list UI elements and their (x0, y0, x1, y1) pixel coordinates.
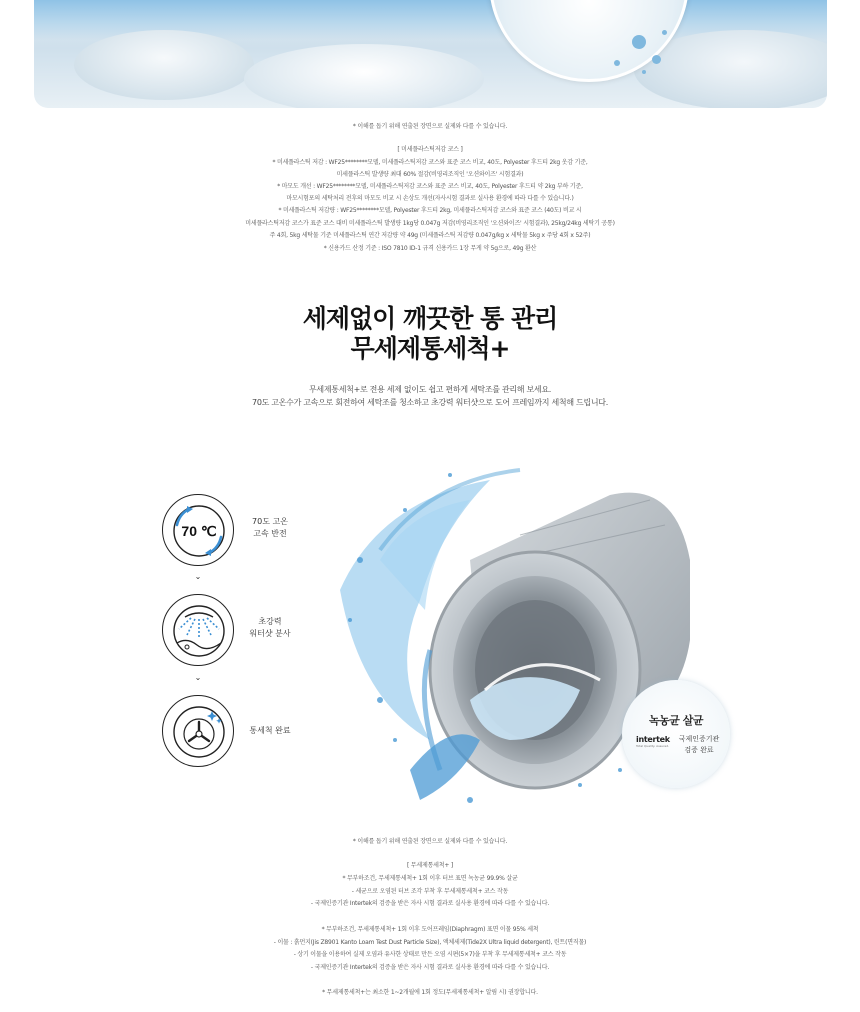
top-note-line: * 신용카드 산정 기준 : ISO 7810 ID-1 규격 신용카드 1장 무게 약 5g으로, 49g 환산 (323, 245, 537, 252)
thermometer-70c-icon (163, 495, 235, 567)
step-3-label-line1: 통세척 완료 (249, 726, 291, 735)
step-1-label-line1: 70도 고온 (252, 517, 288, 526)
badge-sub-line1: 국제인증기관 (678, 735, 720, 743)
top-disclaimer: * 이해를 돕기 위해 연출된 장면으로 실제와 다를 수 있습니다. (352, 123, 508, 130)
top-note-line: [ 미세플라스틱저감 코스 ] (397, 146, 463, 153)
step-1-label-line2: 고속 반전 (253, 529, 287, 538)
bottom-note-line: - 국제인증기관 Intertek의 검증을 받은 자사 시험 결과로 실사용 환경에 따라 다를 수 있습니다. (310, 900, 550, 907)
badge-subtitle (674, 734, 724, 756)
top-note-line: 미세플라스틱 발생량 최대 60% 절감(비영리조직인 '오션와이즈' 시험결과) (336, 171, 524, 178)
top-note-line: 주 4회, 5kg 세탁물 기준 미세플라스틱 연간 저감량 약 49g (미세플라스틱 저감량 0.047g/kg x 세탁물 5kg x 주당 4회 x 52주) (269, 232, 591, 239)
top-note-line: * 미세플라스틱 저감량 : WF25********모델, Polyester 후드티 2kg, 미세플라스틱저감 코스와 표준 코스 (40도) 비교 시 (278, 207, 582, 214)
bottom-note-line: [ 무세제통세척+ ] (406, 862, 454, 869)
step-2-circle (162, 594, 234, 666)
bottom-note-line: - 세균으로 오염된 터브 조각 부착 후 무세제통세척+ 코스 작동 (351, 888, 509, 895)
top-note-line: 미세플라스틱저감 코스가 표준 코스 대비 미세플라스틱 발생량 1kg당 0.047g 저감(비영리조직인 '오션와이즈' 시험결과), 25kg/24kg 세탁기 공통) (245, 220, 615, 227)
top-note-line: 마모시험포의 세탁처리 전후의 마모도 비교 시 손상도 개선(자사시험 결과로 실사용 환경에 따라 다를 수 있습니다.) (286, 195, 574, 202)
step-2-label (242, 616, 298, 640)
badge-sub-line2: 검증 완료 (684, 746, 714, 754)
step-1-label (242, 516, 298, 540)
bottom-note-line: * 무부하조건, 무세제통세척+ 1회 이후 터브 표면 녹농균 99.9% 살균 (342, 875, 518, 882)
description-line: 무세제통세척+로 전용 세제 없이도 쉽고 편하게 세탁조를 관리해 보세요. (309, 385, 551, 394)
badge-title: 녹농균 살균 (649, 714, 703, 727)
step-2-label-line2: 워터샷 분사 (249, 629, 291, 638)
page-subtitle: 무세제통세척+ (350, 334, 510, 363)
step-3-circle (162, 695, 234, 767)
top-note-line: * 미세플라스틱 저감 : WF25********모델, 미세플라스틱저감 코스와 표준 코스 비교, 40도, Polyester 후드티 2kg 옷감 기준, (272, 159, 588, 166)
bottom-note-line: - 국제인증기관 Intertek의 검증을 받은 자사 시험 결과로 실사용 환경에 따라 다를 수 있습니다. (310, 964, 550, 971)
chevron-down-icon: ⌄ (194, 572, 202, 581)
page-title: 세제없이 깨끗한 통 관리 (302, 304, 558, 333)
step-1-icon-text: 70 ℃ (181, 523, 217, 539)
fabric-fold (74, 30, 254, 100)
clean-drum-icon (163, 696, 235, 768)
bottom-note-line: * 무부하조건, 무세제통세척+ 1회 이후 도어프레임(Diaphragm) 표면 이물 95% 세척 (321, 926, 539, 933)
hero-image (34, 0, 827, 108)
top-note-line: * 마모도 개선 : WF25********모델, 미세플라스틱저감 코스와 표준 코스 비교, 40도, Polyester 후드티 약 2kg 부하 기준, (277, 183, 583, 190)
fabric-fold (244, 44, 484, 108)
water-spray-icon (163, 595, 235, 667)
chevron-down-icon: ⌄ (194, 673, 202, 682)
bottom-note-line: - 상기 이물을 이용하여 실제 오염과 유사한 상태로 만든 오염 시편(5×7)을 부착 후 무세제통세척+ 코스 작동 (293, 951, 567, 958)
step-3-label (242, 725, 298, 737)
bottom-note-line: - 이물 : 흙먼지(Jis Z8901 Kanto Loam Test Dust Particle Size), 액체세제(Tide2X Ultra liquid detergent), 린트(면직물) (273, 939, 587, 946)
step-1-circle (162, 494, 234, 566)
bottom-disclaimer: * 이해를 돕기 위해 연출된 장면으로 실제와 다를 수 있습니다. (352, 838, 508, 845)
description-line: 70도 고온수가 고속으로 회전하여 세탁조를 청소하고 초강력 워터샷으로 도어 프레임까지 세척해 드립니다. (252, 398, 608, 407)
intertek-logo: intertek (636, 735, 670, 744)
bottom-note-line: * 무세제통세척+는 최소한 1~2개월에 1회 정도(무세제통세척+ 알림 시) 권장합니다. (322, 989, 538, 996)
certification-badge (622, 680, 730, 788)
intertek-logo-tagline: Total Quality. Assured. (636, 744, 670, 748)
step-2-label-line1: 초강력 (258, 617, 282, 626)
